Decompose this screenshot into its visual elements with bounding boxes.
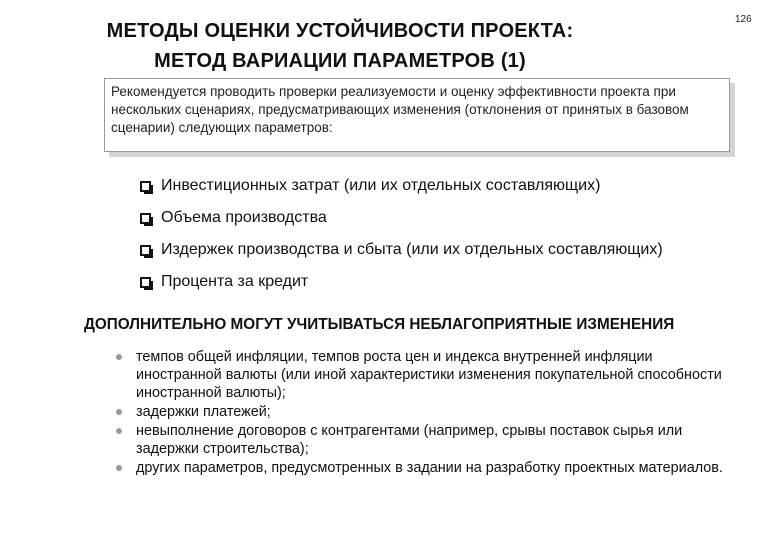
parameter-label: Объема производства: [161, 209, 327, 226]
parameter-label: Издержек производства и сбыта (или их отдельных составляющих): [161, 241, 663, 258]
checkbox-bullet-icon: [140, 245, 151, 256]
parameter-item: [140, 266, 663, 298]
dot-bullet-icon: [116, 465, 122, 471]
change-item: [116, 403, 726, 421]
change-text: задержки платежей;: [136, 404, 271, 420]
change-item: [116, 459, 726, 477]
dot-bullet-icon: [116, 409, 122, 415]
dot-bullet-icon: [116, 354, 122, 360]
parameter-item: [140, 170, 663, 202]
change-text: других параметров, предусмотренных в задании на разработку проектных материалов.: [136, 460, 723, 476]
intro-text: Рекомендуется проводить проверки реализуемости и оценку эффективности проекта при нескольких сценариях, предусматривающих изменения (отклонения от принятых в базовом сценарии) следующих параметров:: [111, 84, 689, 135]
parameter-label: Процента за кредит: [161, 273, 309, 290]
checkbox-bullet-icon: [140, 181, 151, 192]
parameter-label: Инвестиционных затрат (или их отдельных составляющих): [161, 177, 601, 194]
additional-heading: ДОПОЛНИТЕЛЬНО МОГУТ УЧИТЫВАТЬСЯ НЕБЛАГОПРИЯТНЫЕ ИЗМЕНЕНИЯ: [84, 316, 675, 333]
checkbox-bullet-icon: [140, 277, 151, 288]
dot-bullet-icon: [116, 428, 122, 434]
parameter-item: [140, 234, 663, 266]
title-line-1: МЕТОДЫ ОЦЕНКИ УСТОЙЧИВОСТИ ПРОЕКТА:: [106, 20, 574, 42]
change-text: невыполнение договоров с контрагентами (например, срывы поставок сырья или задержки строительства);: [136, 423, 683, 457]
changes-list: [116, 348, 726, 478]
slide-title: [80, 16, 600, 76]
checkbox-bullet-icon: [140, 213, 151, 224]
change-text: темпов общей инфляции, темпов роста цен и индекса внутренней инфляции иностранной валюты (или иной характеристики изменения покупательной способности иностранной валюты);: [136, 349, 722, 401]
page-number: 126: [735, 14, 752, 25]
title-line-2: МЕТОД ВАРИАЦИИ ПАРАМЕТРОВ (1): [154, 50, 526, 72]
intro-box: [104, 78, 730, 152]
parameter-item: [140, 202, 663, 234]
change-item: [116, 422, 726, 458]
parameters-list: [140, 170, 663, 298]
change-item: [116, 348, 726, 402]
